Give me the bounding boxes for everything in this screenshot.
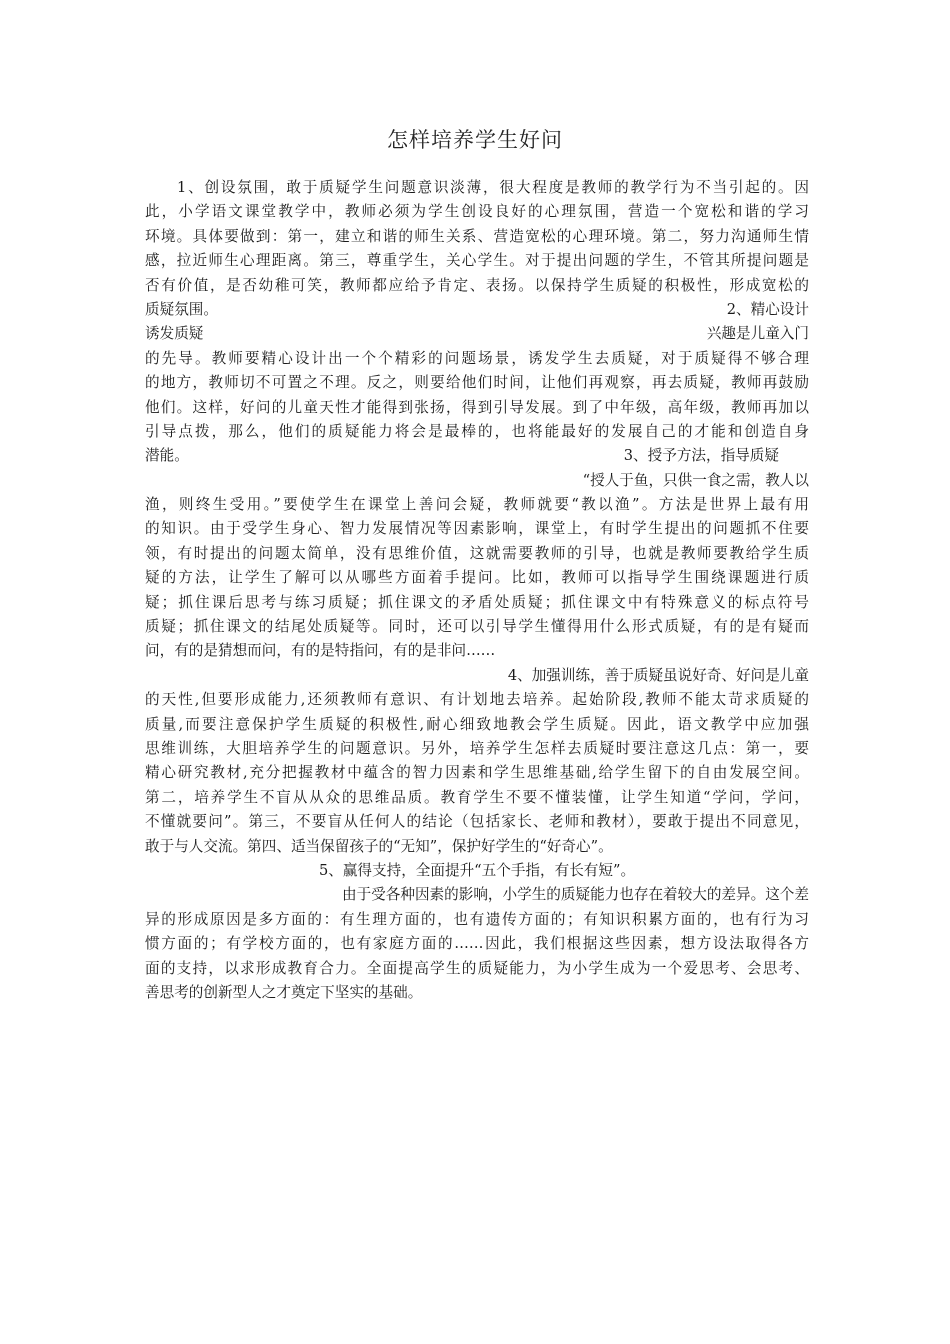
text-segment: 兴趣是儿童入门 [706,325,809,343]
text-line: 思维训练，大胆培养学生的问题意识。另外，培养学生怎样去质疑时要注意这几点：第一，要 [145,739,809,757]
section-heading-2: 2、精心设计 [726,300,809,318]
text-line: 他们。这样，好问的儿童天性才能得到张扬，得到引导发展。到了中年级，高年级，教师再加以 [145,398,809,416]
text-line [145,444,809,468]
text-line: 惯方面的；有学校方面的，也有家庭方面的……因此，我们根据这些因素，想方设法取得各方 [145,935,809,953]
section-heading-2-cont: 诱发质疑 [145,325,204,343]
text-line: 引导点拨，那么，他们的质疑能力将会是最棒的，也将能最好的发展自己的才能和创造自身 [145,422,809,440]
text-line: 疑的方法，让学生了解可以从哪些方面着手提问。比如，教师可以指导学生围绕课题进行质 [145,569,809,587]
text-line: 此，小学语文课堂教学中，教师必须为学生创设良好的心理氛围，营造一个宽松和谐的学习 [145,203,809,221]
text-segment: 潜能。 [145,447,189,465]
text-line: 精心研究教材,充分把握教材中蕴含的智力因素和学生思维基础,给学生留下的自由发展空间。 [145,764,809,782]
text-line [145,322,809,346]
text-line: 渔，则终生受用。”要使学生在课堂上善问会疑，教师就要“教以渔”。方法是世界上最有用 [145,496,809,514]
text-line: 异的形成原因是多方面的：有生理方面的，也有遗传方面的；有知识积累方面的，也有行为习 [145,910,809,928]
section-heading-3: 3、授予方法，指导质疑 [623,447,779,465]
document-title: 怎样培养学生好问 [387,128,563,152]
text-line: 质疑；抓住课文的结尾处质疑等。同时，还可以引导学生懂得用什么形式质疑，有的是有疑而 [145,618,809,636]
section-heading-5: 5、赢得支持，全面提升“五个手指，有长有短”。 [318,861,636,879]
text-line: 由于受各种因素的影响，小学生的质疑能力也存在着较大的差异。这个差 [341,886,809,904]
text-line: 疑；抓住课后思考与练习质疑；抓住课文的矛盾处质疑；抓住课文中有特殊意义的标点符号 [145,593,809,611]
text-line: 的先导。教师要精心设计出一个个精彩的问题场景，诱发学生去质疑，对于质疑得不够合理 [145,349,809,367]
text-line: 环境。具体要做到：第一，建立和谐的师生关系、营造宽松的心理环境。第二，努力沟通师生情 [145,227,809,245]
text-line: 善思考的创新型人之才奠定下坚实的基础。 [145,983,423,1001]
text-line: 敢于与人交流。第四、适当保留孩子的“无知”，保护好学生的“好奇心”。 [145,837,613,855]
text-line: 领，有时提出的问题太简单，没有思维价值，这就需要教师的引导，也就是教师要教给学生质 [145,544,809,562]
text-line: 1、创设氛围，敢于质疑学生问题意识淡薄，很大程度是教师的教学行为不当引起的。因 [177,179,809,196]
text-line: 面的支持，以求形成教育合力。全面提高学生的质疑能力，为小学生成为一个爱思考、会思考、 [145,959,809,977]
text-line: 问，有的是猜想而问，有的是特指问，有的是非问…… [145,642,496,660]
text-line: “授人于鱼，只供一食之需，教人以 [582,471,809,489]
text-line: 的天性,但要形成能力,还须教师有意识、有计划地去培养。起始阶段,教师不能太苛求质疑的 [145,691,809,709]
text-line: 的地方，教师切不可置之不理。反之，则要给他们时间，让他们再观察，再去质疑，教师再鼓励 [145,374,809,392]
text-line: 第二，培养学生不盲从从众的思维品质。教育学生不要不懂装懂，让学生知道“学问，学问， [145,788,809,806]
text-line [145,298,809,322]
text-line: 不懂就要问”。第三，不要盲从任何人的结论（包括家长、老师和教材），要敢于提出不同意见， [145,813,809,831]
document-body [145,176,809,1005]
text-line: 感，拉近师生心理距离。第三，尊重学生，关心学生。对于提出问题的学生，不管其所提问题是 [145,252,809,270]
text-segment: 质疑氛围。 [145,300,218,318]
text-line: 质量,而要注意保护学生质疑的积极性,耐心细致地教会学生质疑。因此，语文教学中应加强 [145,715,809,733]
text-line: 的知识。由于受学生身心、智力发展情况等因素影响，课堂上，有时学生提出的问题抓不住要 [145,520,809,538]
text-line: 否有价值，是否幼稚可笑，教师都应给予肯定、表扬。以保持学生质疑的积极性，形成宽松的 [145,276,809,294]
section-heading-4: 4、加强训练，善于质疑虽说好奇、好问是儿童 [507,666,809,684]
